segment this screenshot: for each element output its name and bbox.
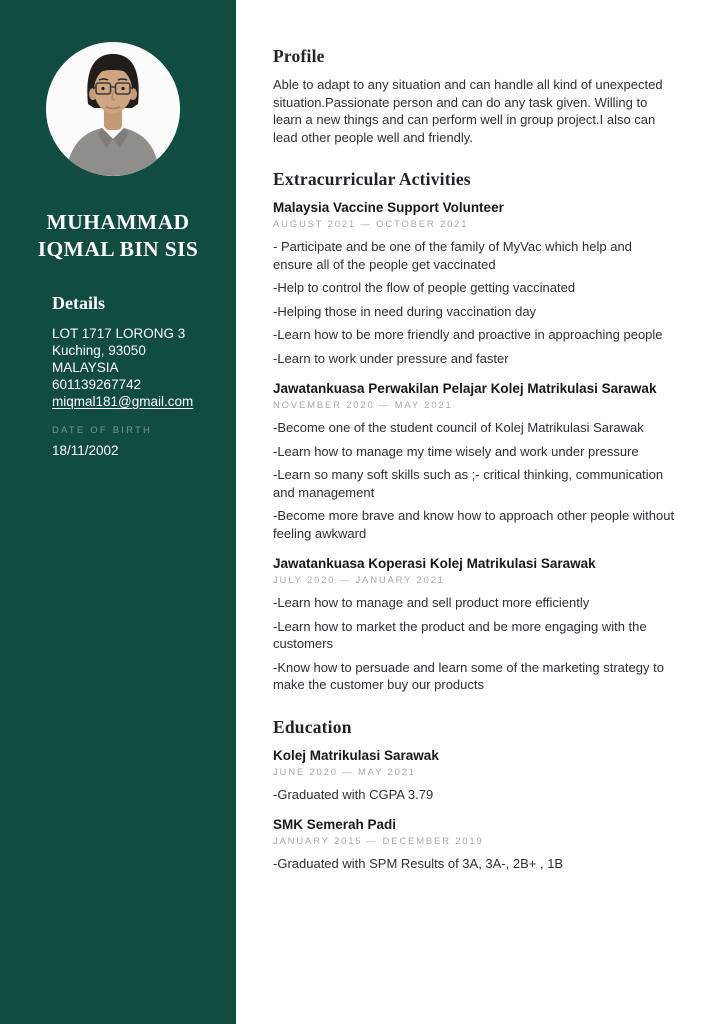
education-section <box>273 716 675 873</box>
address-line-1: LOT 1717 LORONG 3 <box>52 326 186 341</box>
name-line2: IQMAL BIN SIS <box>37 237 199 261</box>
extracurricular-heading: Extracurricular Activities <box>273 169 471 189</box>
profile-heading: Profile <box>273 46 325 66</box>
profile-section <box>273 45 675 146</box>
education-heading: Education <box>273 716 352 737</box>
activity-bullet: -Become one of the student council of Kolej Matrikulasi Sarawak <box>273 420 644 435</box>
activity-bullet: -Learn so many soft skills such as ;- critical thinking, communication and management <box>273 467 664 500</box>
dob-value: 18/11/2002 <box>52 443 119 458</box>
activity-item <box>273 199 675 367</box>
education-dates: JANUARY 2015 — DECEMBER 2019 <box>273 836 484 847</box>
education-item <box>273 747 675 804</box>
activity-bullet: -Know how to persuade and learn some of the marketing strategy to make the customer buy our products <box>273 659 664 692</box>
profile-text: Able to adapt to any situation and can handle all kind of unexpected situation.Passionate person and can do any task given. Willing to learn a new things and can perform well in group project.I also can lead other people well and friendly. <box>273 77 663 145</box>
activity-bullet: -Learn how to manage my time wisely and work under pressure <box>273 443 639 459</box>
activity-bullet: -Learn to work under pressure and faster <box>273 350 509 366</box>
extracurricular-section <box>273 168 675 694</box>
activity-title: Malaysia Vaccine Support Volunteer <box>273 200 504 215</box>
activity-bullet: -Help to control the flow of people getting vaccinated <box>273 280 576 295</box>
activity-bullet: -Learn how to manage and sell product more efficiently <box>273 595 590 610</box>
activity-bullet: -Helping those in need during vaccination day <box>273 303 537 319</box>
activity-bullet: -Learn how to be more friendly and proactive in approaching people <box>273 327 663 342</box>
phone-number: 601139267742 <box>52 377 142 392</box>
activity-dates: JULY 2020 — JANUARY 2021 <box>273 575 445 586</box>
main-content <box>273 45 675 873</box>
email-link[interactable]: miqmal181@gmail.com <box>52 394 194 409</box>
activity-bullet: - Participate and be one of the family of MyVac which help and ensure all of the people get vaccinated <box>273 239 632 272</box>
education-dates: JUNE 2020 — MAY 2021 <box>273 766 416 778</box>
candidate-name <box>6 209 230 263</box>
education-bullet: -Graduated with SPM Results of 3A, 3A-, 2B+ , 1B <box>273 856 564 871</box>
activity-bullet: -Learn how to market the product and be more engaging with the customers <box>273 618 647 651</box>
education-title: Kolej Matrikulasi Sarawak <box>273 747 439 763</box>
education-bullet: -Graduated with CGPA 3.79 <box>273 786 434 802</box>
activity-title: Jawatankuasa Perwakilan Pelajar Kolej Matrikulasi Sarawak <box>273 381 657 396</box>
portrait-illustration <box>46 42 180 176</box>
activity-dates: NOVEMBER 2020 — MAY 2021 <box>273 400 453 411</box>
activity-bullet: -Become more brave and know how to approach other people without feeling awkward <box>273 508 675 541</box>
education-title: SMK Semerah Padi <box>273 817 397 832</box>
name-line1: MUHAMMAD <box>46 210 190 234</box>
activity-item <box>273 380 675 542</box>
sidebar <box>0 0 236 1024</box>
activity-item <box>273 555 675 694</box>
dob-label: DATE OF BIRTH <box>52 425 153 436</box>
profile-photo <box>46 42 180 176</box>
details-heading: Details <box>52 293 105 313</box>
activity-dates: AUGUST 2021 — OCTOBER 2021 <box>273 219 469 230</box>
details-section <box>0 293 236 458</box>
address-line-2: Kuching, 93050 <box>52 343 146 358</box>
address-line-3: MALAYSIA <box>52 360 119 375</box>
education-item <box>273 816 675 873</box>
activity-title: Jawatankuasa Koperasi Kolej Matrikulasi Sarawak <box>273 556 596 571</box>
